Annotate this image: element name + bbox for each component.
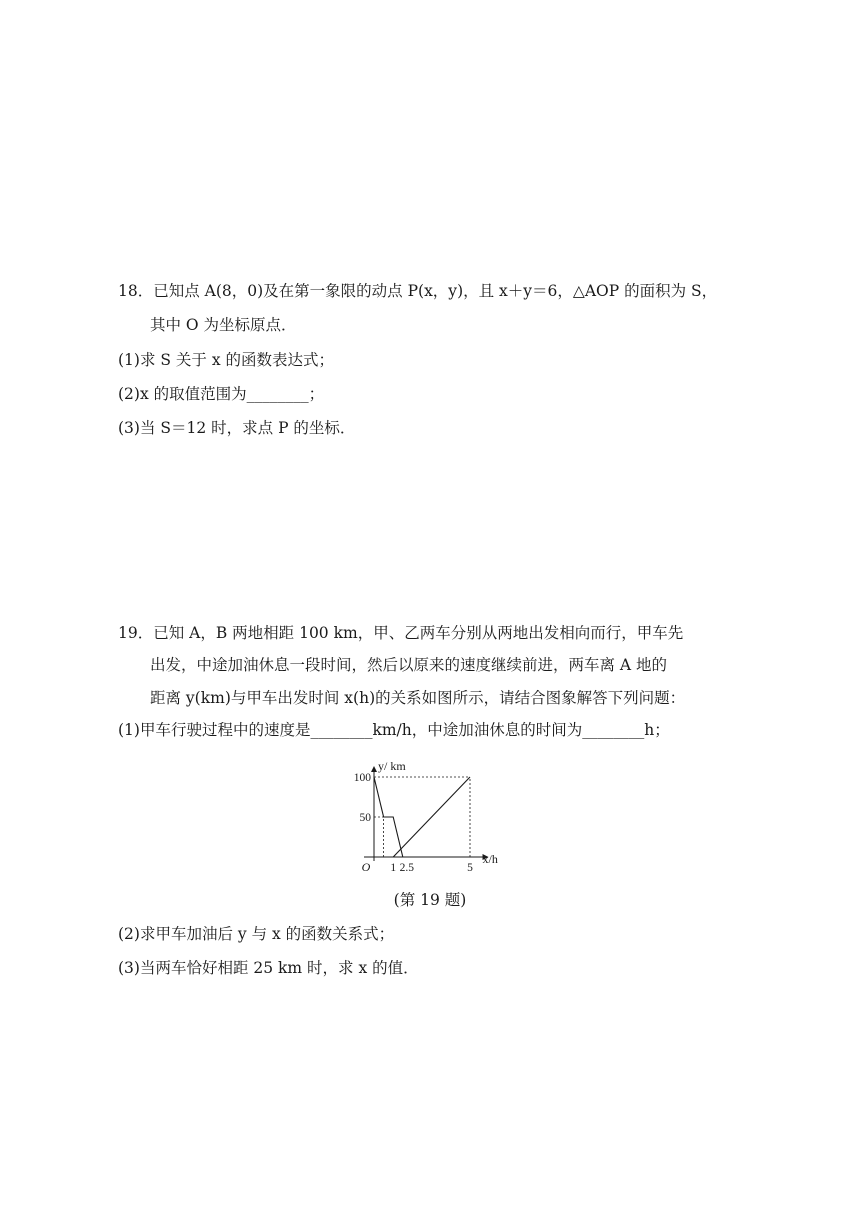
q19-part-2: (2)求甲车加油后 y 与 x 的函数关系式；: [118, 925, 395, 943]
q18-part-2: (2)x 的取值范围为________；: [118, 385, 325, 403]
q19-part-3: (3)当两车恰好相距 25 km 时，求 x 的值．: [118, 959, 419, 977]
q19-line-2: 出发，中途加油休息一段时间，然后以原来的速度继续前进，两车离 A 地的: [150, 656, 668, 674]
x-tick-label-2.5: 2.5: [399, 862, 414, 874]
q19-line-3: 距离 y(km)与甲车出发时间 x(h)的关系如图所示，请结合图象解答下列问题：: [150, 689, 686, 707]
origin-label: O: [361, 860, 371, 874]
x-tick-label-1: 1: [390, 862, 397, 874]
q19-graph: [350, 754, 510, 874]
y-axis-label: y/ km: [378, 759, 406, 773]
q18-part-1: (1)求 S 关于 x 的函数表达式；: [118, 351, 335, 369]
q18-line-1: 18．已知点 A(8，0)及在第一象限的动点 P(x，y)，且 x＋y＝6，△AOP 的面积为 S，: [118, 282, 718, 300]
y-tick-label-100: 100: [353, 772, 371, 784]
q19-part-1: (1)甲车行驶过程中的速度是________km/h，中途加油休息的时间为________h；: [118, 721, 670, 739]
q18-line-2: 其中 O 为坐标原点．: [150, 316, 297, 334]
q18-part-3: (3)当 S＝12 时，求点 P 的坐标．: [118, 419, 356, 437]
series-line-1: [393, 777, 470, 857]
x-tick-label-5: 5: [467, 862, 473, 874]
q19-line-1: 19．已知 A，B 两地相距 100 km，甲、乙两车分别从两地出发相向而行，甲车先: [118, 624, 684, 642]
y-tick-label-50: 50: [359, 812, 371, 824]
x-axis-label: x/h: [482, 852, 498, 866]
figure-caption: (第 19 题): [393, 891, 467, 909]
